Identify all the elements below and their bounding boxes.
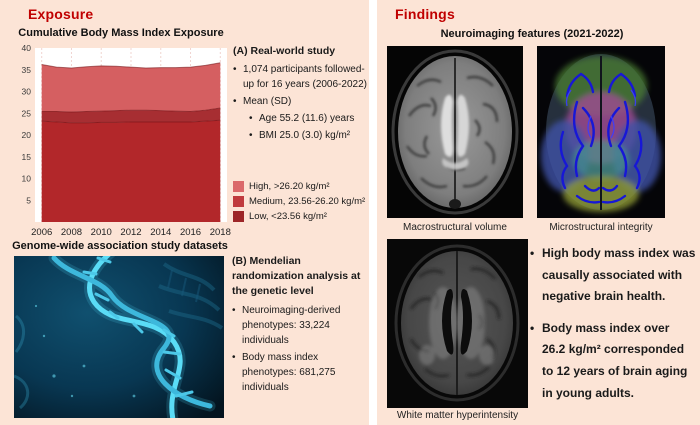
bmi-chart-legend (233, 181, 365, 226)
svg-text:2008: 2008 (60, 227, 83, 238)
legend-swatch (233, 211, 244, 222)
study-b-heading: (B) Mendelian randomization analysis at the genetic level (232, 255, 361, 298)
svg-text:2010: 2010 (90, 227, 112, 238)
neuroimaging-features-title: Neuroimaging features (2021-2022) (440, 28, 624, 40)
exposure-heading: Exposure (28, 6, 94, 22)
bullet-text: Body mass index phenotypes: 681,275 individuals (242, 351, 336, 393)
study-a-bullet-list (233, 62, 369, 143)
bullet-item (232, 350, 373, 395)
bmi-cumulative-area-chart (10, 42, 232, 240)
bullet-text: 1,074 participants followed-up for 16 years (2006-2022) (243, 64, 367, 91)
bullet-item (530, 243, 696, 308)
bullet-item (249, 111, 369, 126)
findings-bullet-list (530, 243, 696, 414)
svg-text:15: 15 (21, 151, 31, 162)
bullet-text: Neuroimaging-derived phenotypes: 33,224 individuals (242, 304, 341, 346)
legend-label: High, >26.20 kg/m² (249, 181, 330, 192)
bullet-marker: • (232, 351, 236, 363)
bullet-item (233, 94, 369, 109)
legend-item (233, 196, 365, 207)
bullet-marker: • (530, 246, 535, 260)
real-world-study-block (233, 44, 369, 145)
bmi-chart-title: Cumulative Body Mass Index Exposure (18, 27, 224, 39)
svg-text:20: 20 (21, 130, 31, 140)
svg-text:2006: 2006 (31, 227, 53, 238)
svg-text:2014: 2014 (150, 227, 172, 238)
bullet-item (233, 62, 369, 92)
study-a-heading: (A) Real-world study (233, 45, 336, 57)
legend-swatch (233, 196, 244, 207)
svg-text:2012: 2012 (120, 227, 142, 238)
findings-heading: Findings (395, 6, 455, 22)
bullet-marker: • (249, 130, 253, 142)
svg-text:5: 5 (26, 195, 31, 206)
bullet-text: BMI 25.0 (3.0) kg/m² (259, 130, 351, 142)
bullet-text: Mean (SD) (243, 96, 292, 108)
legend-item (233, 211, 365, 222)
svg-text:2016: 2016 (179, 227, 202, 238)
legend-label: Low, <23.56 kg/m² (249, 211, 327, 222)
bullet-marker: • (530, 320, 535, 335)
dna-helix-image (14, 256, 224, 418)
mri-flair-brain-image (387, 239, 528, 408)
caption-microstructural: Microstructural integrity (549, 222, 653, 233)
gwas-title: Genome-wide association study datasets (12, 240, 228, 252)
mri-t2-brain-image (387, 46, 523, 218)
dti-tract-brain-image (537, 46, 665, 218)
legend-label: Medium, 23.56-26.20 kg/m² (249, 196, 366, 207)
svg-text:30: 30 (21, 86, 31, 97)
caption-wmh: White matter hyperintensity (396, 410, 519, 421)
bullet-marker: • (233, 96, 237, 108)
legend-swatch (233, 181, 244, 192)
study-b-bullet-list (232, 303, 373, 395)
svg-text:40: 40 (21, 43, 31, 53)
bullet-item (530, 318, 696, 404)
bullet-item (249, 128, 369, 143)
svg-text:35: 35 (21, 64, 31, 75)
bullet-marker: • (249, 113, 253, 125)
bullet-marker: • (232, 304, 236, 316)
bullet-marker: • (233, 64, 237, 76)
bullet-text: Body mass index over 26.2 kg/m² corresponded to 12 years of brain aging in young adults. (542, 320, 688, 400)
caption-macrostructural: Macrostructural volume (403, 222, 507, 233)
legend-item (233, 181, 365, 192)
svg-text:2018: 2018 (209, 227, 231, 238)
svg-text:25: 25 (21, 108, 31, 119)
bullet-item (232, 303, 373, 348)
bullet-text: Age 55.2 (11.6) years (259, 113, 355, 125)
bullet-text: High body mass index was causally associated with negative brain health. (542, 246, 696, 304)
svg-text:10: 10 (21, 173, 31, 184)
mendelian-randomization-block (232, 254, 373, 397)
